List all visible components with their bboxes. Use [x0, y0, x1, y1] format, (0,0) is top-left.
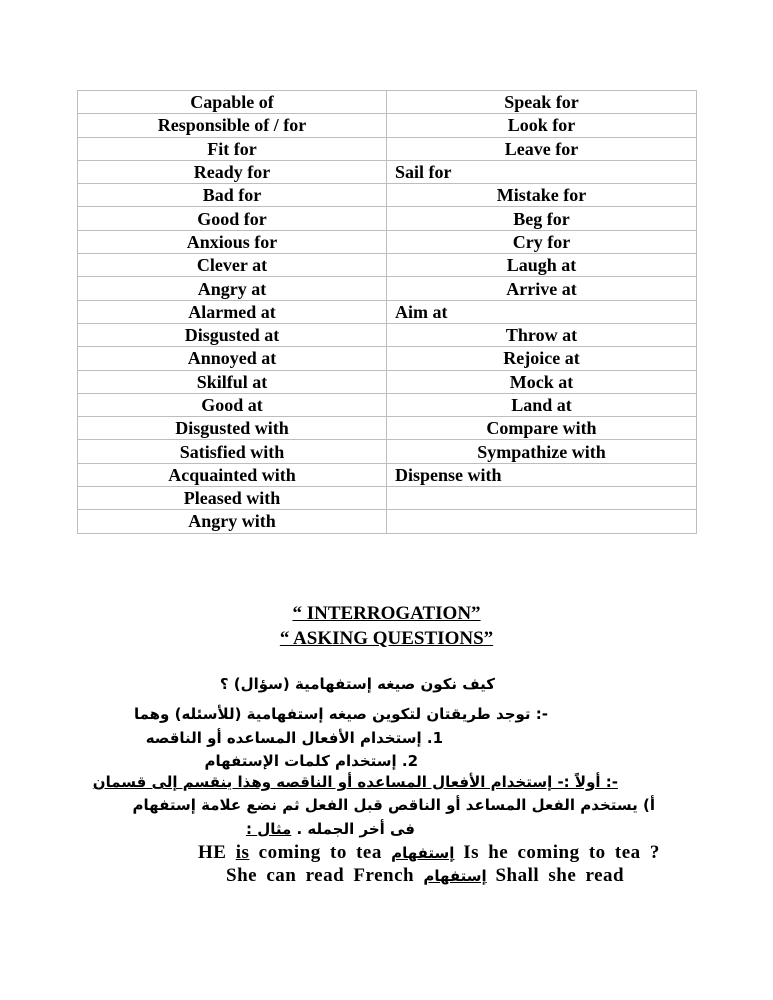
- interrogation-heading: “ INTERROGATION”: [292, 603, 481, 624]
- example-1-subject: HE: [198, 842, 236, 863]
- adjective-cell: Pleased with: [78, 487, 387, 510]
- verb-cell: Arrive at: [387, 277, 697, 300]
- arabic-line-1: كيف نكون صيغه إستفهامية (سؤال) ؟: [219, 675, 495, 693]
- adjective-cell: Satisfied with: [78, 440, 387, 463]
- arabic-line-2: -: توجد طريقتان لتكوين صيغه إستفهامية (للأسئله) وهما: [133, 705, 548, 723]
- verb-cell: [387, 510, 697, 533]
- adjective-cell: Angry at: [78, 277, 387, 300]
- adjective-cell: Responsible of / for: [78, 114, 387, 137]
- example-2-statement: She can read French: [226, 865, 424, 886]
- example-colon: :: [245, 820, 258, 838]
- adjective-cell: Acquainted with: [78, 463, 387, 486]
- table-row: [78, 160, 697, 183]
- adjective-cell: Anxious for: [78, 230, 387, 253]
- adjective-cell: Fit for: [78, 137, 387, 160]
- table-row: [78, 417, 697, 440]
- table-row: [78, 254, 697, 277]
- example-2-question: Shall she read: [486, 865, 625, 886]
- arabic-line-4: 2. إستخدام كلمات الإستفهام: [204, 752, 418, 770]
- verb-cell: Aim at: [387, 300, 697, 323]
- example-1: [198, 842, 660, 864]
- verb-cell: Sail for: [387, 160, 697, 183]
- adjective-cell: Angry with: [78, 510, 387, 533]
- example-1-arabic-word: إستفهام: [391, 844, 455, 862]
- adjective-cell: Good at: [78, 393, 387, 416]
- adjective-cell: Disgusted with: [78, 417, 387, 440]
- adjective-cell: Annoyed at: [78, 347, 387, 370]
- adjective-cell: Bad for: [78, 184, 387, 207]
- example-2-arabic-word: إستفهام: [423, 867, 487, 885]
- verb-cell: Cry for: [387, 230, 697, 253]
- table-row: [78, 114, 697, 137]
- table-row: [78, 463, 697, 486]
- verb-cell: Mistake for: [387, 184, 697, 207]
- adjective-cell: Disgusted at: [78, 323, 387, 346]
- arabic-line-3: 1. إستخدام الأفعال المساعده أو الناقصه: [145, 729, 443, 747]
- arabic-line-7-text: فى أخر الجمله .: [291, 820, 415, 838]
- table-body: [78, 91, 697, 534]
- prepositions-table: [77, 90, 697, 534]
- table-row: [78, 277, 697, 300]
- example-1-verb: is: [235, 842, 250, 863]
- verb-cell: Look for: [387, 114, 697, 137]
- verb-cell: Beg for: [387, 207, 697, 230]
- adjective-cell: Capable of: [78, 91, 387, 114]
- arabic-line-7: [246, 820, 415, 838]
- example-1-rest: coming to tea: [249, 842, 392, 863]
- table-row: [78, 300, 697, 323]
- adjective-cell: Alarmed at: [78, 300, 387, 323]
- adjective-cell: Clever at: [78, 254, 387, 277]
- table-row: [78, 230, 697, 253]
- table-row: [78, 91, 697, 114]
- adjective-cell: Skilful at: [78, 370, 387, 393]
- example-label: مثال: [257, 820, 292, 838]
- verb-cell: Leave for: [387, 137, 697, 160]
- example-1-question: Is he coming to tea ?: [454, 842, 660, 863]
- adjective-cell: Ready for: [78, 160, 387, 183]
- table-row: [78, 184, 697, 207]
- verb-cell: [387, 487, 697, 510]
- verb-cell: Sympathize with: [387, 440, 697, 463]
- table-row: [78, 440, 697, 463]
- table-row: [78, 393, 697, 416]
- table-row: [78, 137, 697, 160]
- verb-cell: Laugh at: [387, 254, 697, 277]
- verb-cell: Mock at: [387, 370, 697, 393]
- table-row: [78, 487, 697, 510]
- asking-questions-heading: “ ASKING QUESTIONS”: [279, 628, 494, 649]
- table-row: [78, 347, 697, 370]
- table-row: [78, 207, 697, 230]
- verb-cell: Speak for: [387, 91, 697, 114]
- verb-cell: Rejoice at: [387, 347, 697, 370]
- arabic-line-5: -: أولاً :- إستخدام الأفعال المساعده أو الناقصه وهذا ينقسم إلى قسمان: [92, 773, 618, 791]
- table-row: [78, 323, 697, 346]
- table-row: [78, 510, 697, 533]
- verb-cell: Dispense with: [387, 463, 697, 486]
- verb-cell: Throw at: [387, 323, 697, 346]
- table-row: [78, 370, 697, 393]
- adjective-cell: Good for: [78, 207, 387, 230]
- verb-cell: Compare with: [387, 417, 697, 440]
- example-2: [226, 865, 624, 887]
- verb-cell: Land at: [387, 393, 697, 416]
- arabic-line-6: أ) يستخدم الفعل المساعد أو الناقص قبل الفعل ثم نضع علامة إستفهام: [132, 796, 655, 814]
